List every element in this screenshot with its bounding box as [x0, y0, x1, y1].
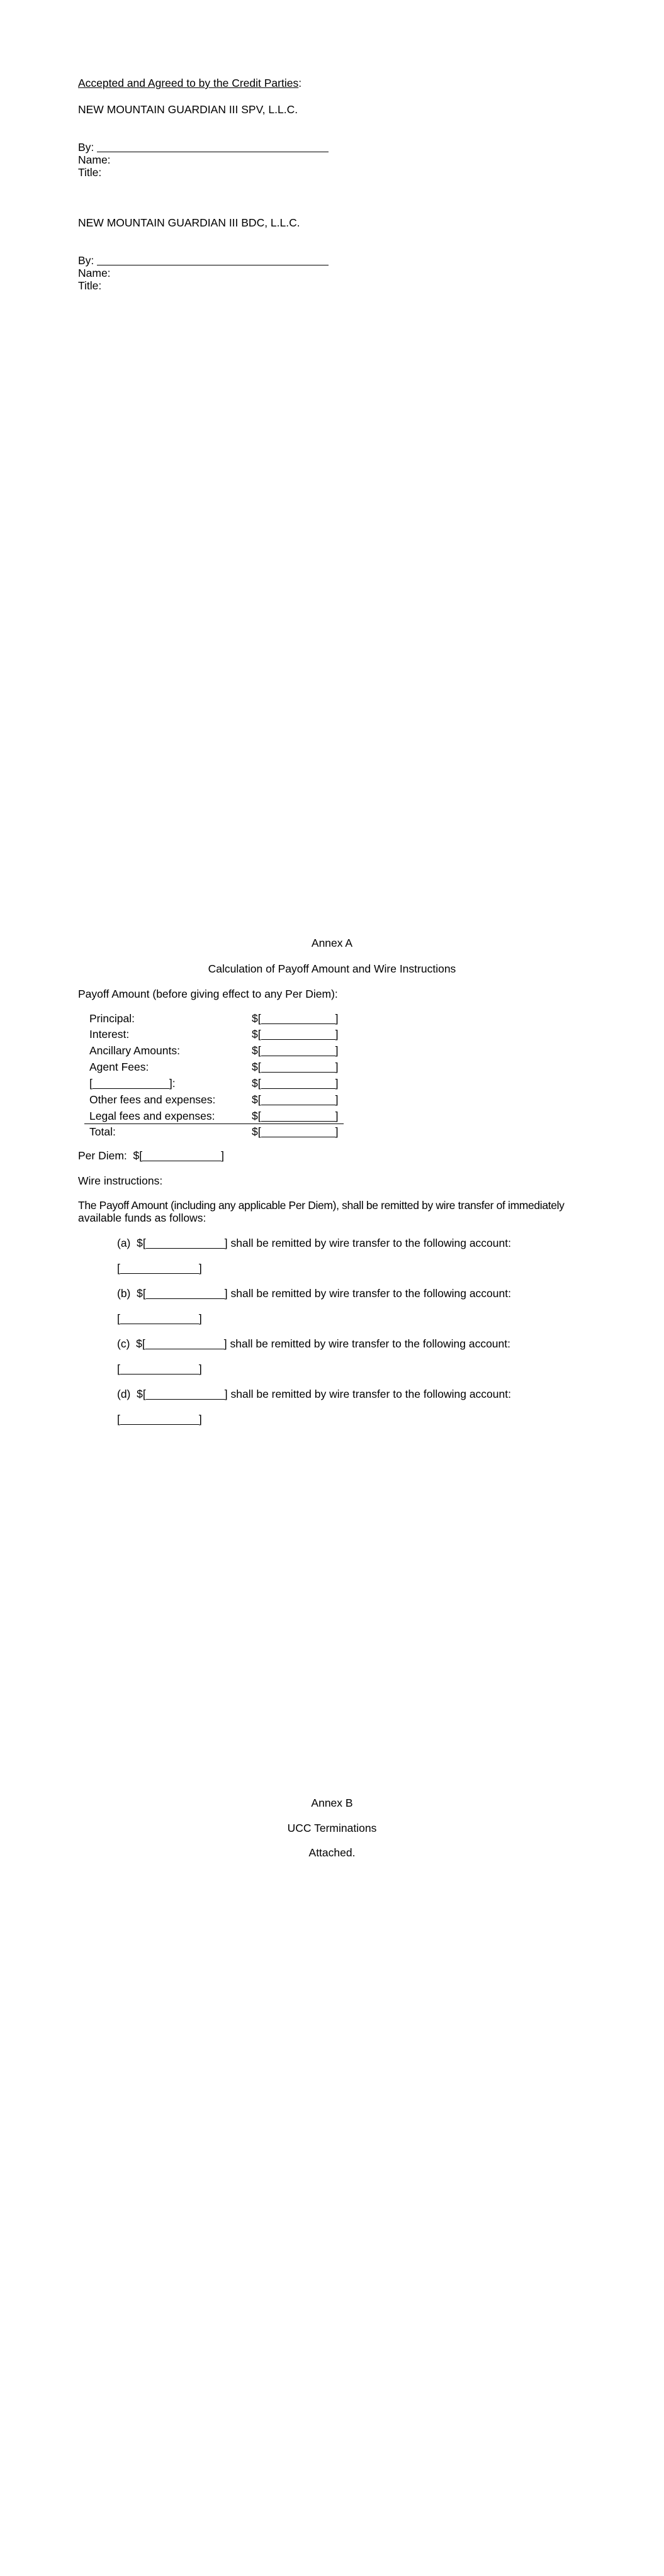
payoff-total-row — [89, 1125, 354, 1140]
account-blank: [ ] — [117, 1262, 202, 1274]
annex-b-subtitle: UCC Terminations — [287, 1822, 377, 1834]
payoff-row — [89, 1093, 354, 1108]
wire-item: (a) $[ ] shall be remitted by wire transfer to the following account: — [117, 1237, 511, 1249]
amount-blank: $[ ] — [252, 1125, 339, 1138]
party-name-bdc: NEW MOUNTAIN GUARDIAN III BDC, L.L.C. — [78, 216, 300, 229]
wire-paragraph-line1: The Payoff Amount (including any applicable Per Diem), shall be remitted by wire transfer of immediately — [78, 1199, 565, 1212]
party-name-spv: NEW MOUNTAIN GUARDIAN III SPV, L.L.C. — [78, 103, 298, 116]
wire-heading: Wire instructions: — [78, 1174, 163, 1187]
payoff-row — [89, 1061, 354, 1076]
payoff-row — [89, 1028, 354, 1043]
row-label: Total: — [89, 1125, 116, 1138]
annex-a-title: Annex A — [311, 937, 353, 949]
wire-item: (b) $[ ] shall be remitted by wire transfer to the following account: — [117, 1287, 511, 1300]
signature-line — [97, 256, 329, 265]
name-label-bdc: Name: — [78, 267, 111, 279]
account-blank: [ ] — [117, 1363, 202, 1375]
wire-paragraph-line2: available funds as follows: — [78, 1212, 206, 1224]
by-line-spv: By: — [78, 141, 329, 154]
annex-a-subtitle: Calculation of Payoff Amount and Wire Instructions — [208, 962, 456, 975]
row-label: Principal: — [89, 1012, 135, 1025]
payoff-heading: Payoff Amount (before giving effect to any Per Diem): — [78, 988, 338, 1000]
payoff-row — [89, 1012, 354, 1027]
account-blank: [ ] — [117, 1413, 202, 1425]
amount-blank: $[ ] — [252, 1061, 339, 1073]
row-label: Agent Fees: — [89, 1061, 149, 1073]
account-blank: [ ] — [117, 1312, 202, 1325]
row-label: [ ]: — [89, 1077, 176, 1090]
amount-blank: $[ ] — [252, 1044, 339, 1057]
wire-item: (d) $[ ] shall be remitted by wire transfer to the following account: — [117, 1388, 511, 1400]
amount-blank: $[ ] — [252, 1028, 339, 1040]
amount-blank: $[ ] — [252, 1012, 339, 1025]
annex-b-note: Attached. — [308, 1846, 356, 1859]
payoff-row — [89, 1077, 354, 1092]
amount-blank: $[ ] — [252, 1093, 339, 1106]
signature-heading: Accepted and Agreed to by the Credit Parties: — [78, 77, 302, 89]
per-diem: Per Diem: $[ ] — [78, 1149, 225, 1162]
payoff-row — [89, 1110, 354, 1125]
row-label: Interest: — [89, 1028, 130, 1040]
amount-blank: $[ ] — [252, 1077, 339, 1090]
row-label: Other fees and expenses: — [89, 1093, 216, 1106]
row-label: Legal fees and expenses: — [89, 1110, 215, 1122]
row-label: Ancillary Amounts: — [89, 1044, 180, 1057]
annex-b-title: Annex B — [311, 1797, 353, 1809]
by-line-bdc: By: — [78, 254, 329, 267]
title-label-spv: Title: — [78, 166, 102, 179]
wire-item: (c) $[ ] shall be remitted by wire transfer to the following account: — [117, 1337, 510, 1350]
amount-blank: $[ ] — [252, 1110, 339, 1122]
name-label-spv: Name: — [78, 153, 111, 166]
title-label-bdc: Title: — [78, 279, 102, 292]
signature-line — [97, 143, 329, 152]
payoff-row — [89, 1044, 354, 1059]
